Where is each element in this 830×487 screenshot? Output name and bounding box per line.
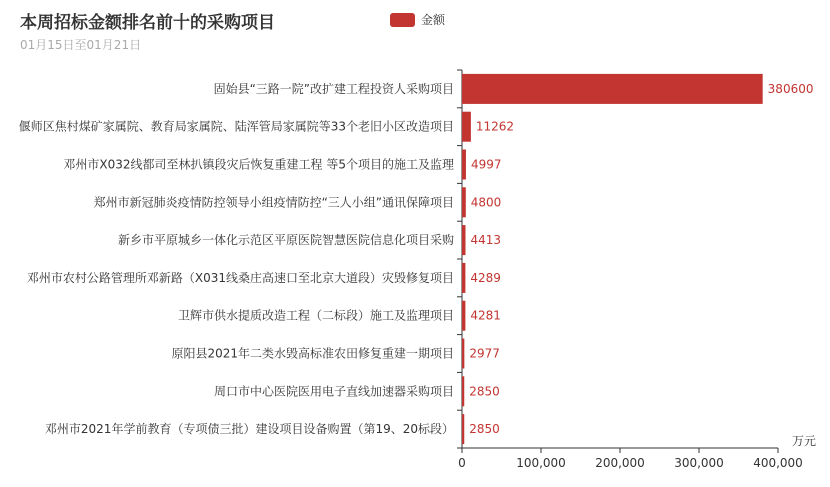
data-label: 380600 [767, 81, 814, 96]
x-tick-label: 100,000 [516, 456, 566, 470]
data-label: 2850 [469, 384, 500, 399]
bar [462, 150, 466, 180]
data-label: 11262 [475, 119, 515, 134]
category-label: 邓州市农村公路管理所邓新路（X031线桑庄高速口至北京大道段）灾毁修复项目 [26, 270, 454, 285]
x-tick-label: 300,000 [674, 456, 724, 470]
chart-title: 本周招标金额排名前十的采购项目 [20, 13, 275, 33]
data-label: 4413 [470, 233, 502, 248]
bar [462, 339, 464, 369]
category-label: 新乡市平原城乡一体化示范区平原医院智慧医院信息化项目采购 [117, 233, 454, 248]
bar [462, 263, 465, 293]
data-label: 2850 [469, 422, 500, 437]
x-tick-label: 0 [458, 456, 466, 470]
bar [462, 74, 763, 104]
bar [462, 376, 464, 406]
x-axis-unit: 万元 [792, 434, 817, 448]
x-tick-label: 200,000 [595, 456, 645, 470]
category-label: 邓州市X032线都司至林扒镇段灾后恢复重建工程 等5个项目的施工及监理 [63, 157, 454, 172]
bar [462, 187, 466, 217]
x-tick-label: 400,000 [753, 456, 803, 470]
category-label: 固始县“三路一院”改扩建工程投资人采购项目 [213, 81, 454, 96]
data-label: 4997 [470, 157, 502, 172]
bar [462, 301, 465, 331]
category-label: 郑州市新冠肺炎疫情防控领导小组疫情防控“三人小组”通讯保障项目 [93, 195, 454, 210]
category-label: 周口市中心医院医用电子直线加速器采购项目 [213, 384, 454, 399]
category-label: 卫辉市供水提质改造工程（二标段）施工及监理项目 [177, 308, 454, 323]
bar [462, 112, 471, 142]
legend-label: 金额 [421, 13, 446, 27]
chart-subtitle: 01月15日至01月21日 [20, 38, 142, 52]
data-label: 4800 [470, 195, 502, 210]
bar [462, 414, 464, 444]
data-label: 4281 [470, 308, 501, 323]
category-label: 邓州市2021年学前教育（专项债三批）建设项目设备购置（第19、20标段） [44, 422, 454, 437]
bar [462, 225, 465, 255]
data-label: 2977 [469, 346, 500, 361]
category-label: 偃师区焦村煤矿家属院、教育局家属院、陆浑管局家属院等33个老旧小区改造项目 [18, 119, 454, 134]
data-label: 4289 [470, 270, 501, 285]
category-label: 原阳县2021年二类水毁高标准农田修复重建一期项目 [171, 346, 454, 361]
